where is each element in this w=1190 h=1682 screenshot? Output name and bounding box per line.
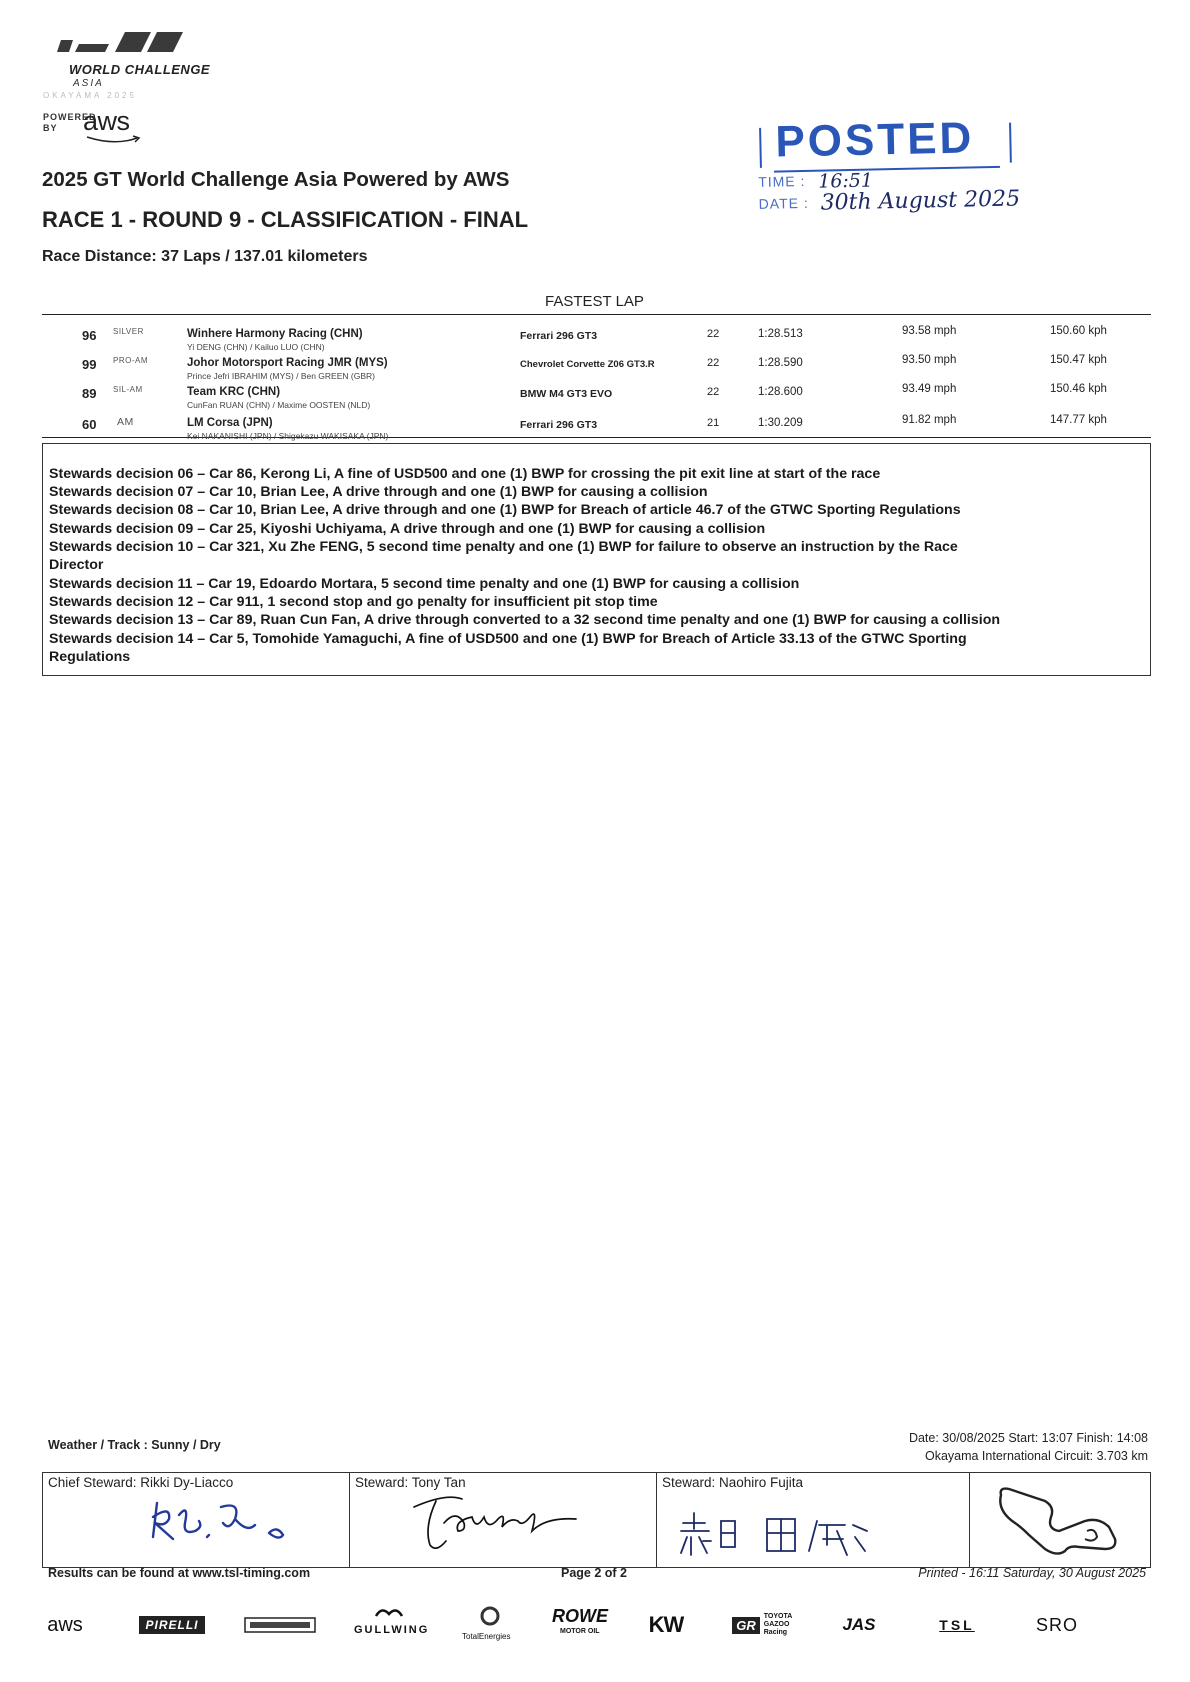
speed-mph: 93.58 mph	[902, 325, 957, 337]
chief-steward-signature	[143, 1493, 293, 1553]
car-number: 89	[82, 386, 97, 401]
sponsor-totalenergies-logo: TotalEnergies	[454, 1600, 526, 1650]
lap-number: 22	[707, 357, 720, 369]
sponsor-stripe-logo	[242, 1600, 318, 1650]
sponsor-jas-logo: JAS	[842, 1615, 876, 1634]
stewards-decision: Stewards decision 13 – Car 89, Ruan Cun Fan, A drive through converted to a 32 second time penalty and one (1) BWP for causing a collision	[49, 612, 1001, 628]
stamp-date-label: DATE :	[758, 194, 809, 212]
fastest-lap-top-rule	[42, 314, 1151, 315]
lap-number: 22	[707, 328, 720, 340]
speed-kph: 150.46 kph	[1050, 383, 1107, 395]
page-number: Page 2 of 2	[561, 1566, 627, 1580]
fastest-lap-row	[0, 414, 1190, 444]
stewards-decision: Stewards decision 07 – Car 10, Brian Lee, A drive through and one (1) BWP for causing a collision	[49, 484, 708, 500]
logo-region: ASIA	[73, 78, 104, 89]
sponsor-gr-logo: GR TOYOTA GAZOO Racing	[726, 1600, 810, 1650]
stewards-decision: Stewards decision 14 – Car 5, Tomohide Yamaguchi, A fine of USD500 and one (1) BWP for Breach of Article 33.13 of the GTWC Sporting	[49, 631, 967, 647]
car-number: 60	[82, 417, 97, 432]
stewards-decisions-box	[42, 443, 1151, 676]
car-model: Ferrari 296 GT3	[520, 419, 598, 431]
sponsor-gullwing-logo: GULLWING	[348, 1600, 430, 1650]
aws-smile-icon	[85, 134, 145, 146]
sponsor-bar	[40, 1600, 1160, 1650]
team-name: Team KRC (CHN)	[187, 386, 281, 398]
driver-names: Prince Jefri IBRAHIM (MYS) / Ben GREEN (GBR)	[187, 371, 375, 381]
sponsor-aws-logo: aws	[47, 1613, 83, 1636]
fastest-lap-row	[0, 325, 1190, 355]
speed-kph: 147.77 kph	[1050, 414, 1107, 426]
stewards-decision: Stewards decision 12 – Car 911, 1 second stop and go penalty for insufficient pit stop time	[49, 594, 658, 610]
steward-cell	[350, 1473, 657, 1567]
car-model: Chevrolet Corvette Z06 GT3.R	[520, 359, 655, 370]
session-title: RACE 1 - ROUND 9 - CLASSIFICATION - FINAL	[42, 207, 529, 232]
team-name: Johor Motorsport Racing JMR (MYS)	[187, 357, 388, 369]
car-model: Ferrari 296 GT3	[520, 330, 598, 342]
logo-name: WORLD CHALLENGE	[69, 62, 211, 77]
driver-names: Yi DENG (CHN) / Kailuo LUO (CHN)	[187, 342, 325, 352]
circuit-map-icon	[987, 1481, 1137, 1559]
lap-time: 1:30.209	[758, 417, 803, 429]
car-class: SILVER	[113, 327, 144, 336]
car-number: 96	[82, 328, 97, 343]
signature-table	[42, 1472, 1151, 1568]
steward-signature	[406, 1487, 586, 1559]
driver-names: CunFan RUAN (CHN) / Maxime OOSTEN (NLD)	[187, 400, 371, 410]
steward-cell	[657, 1473, 970, 1567]
circuit-info: Okayama International Circuit: 3.703 km	[924, 1449, 1148, 1463]
fastest-lap-row	[0, 354, 1190, 384]
lap-time: 1:28.590	[758, 357, 803, 369]
lap-time: 1:28.600	[758, 386, 803, 398]
stamp-time-label: TIME :	[758, 172, 806, 190]
powered-by-label: POWERED BY	[43, 112, 97, 133]
sponsor-tsl-logo: TSL	[939, 1617, 975, 1633]
stewards-decision: Stewards decision 06 – Car 86, Kerong Li, A fine of USD500 and one (1) BWP for crossing the pit exit line at start of the race	[49, 466, 881, 482]
posted-stamp	[753, 112, 1041, 228]
car-class: PRO-AM	[113, 356, 148, 365]
speed-mph: 91.82 mph	[902, 414, 957, 426]
driver-names: Kei NAKANISHI (JPN) / Shigekazu WAKISAKA (JPN)	[187, 431, 389, 441]
printed-timestamp: Printed - 16:11 Saturday, 30 August 2025	[918, 1566, 1146, 1580]
stewards-decision: Stewards decision 09 – Car 25, Kiyoshi Uchiyama, A drive through and one (1) BWP for causing a collision	[49, 521, 766, 537]
race-distance: Race Distance: 37 Laps / 137.01 kilometers	[42, 248, 368, 265]
stamp-time-value: 16:51	[817, 169, 874, 193]
weather-track: Weather / Track : Sunny / Dry	[48, 1438, 221, 1452]
steward-signature	[677, 1507, 877, 1559]
results-link: Results can be found at www.tsl-timing.com	[48, 1566, 311, 1580]
speed-mph: 93.49 mph	[902, 383, 957, 395]
sponsor-rowe-logo: ROWE MOTOR OIL	[552, 1606, 608, 1635]
stewards-decision-continued: Director	[49, 557, 104, 573]
stamp-date-value: 30th August 2025	[820, 186, 1021, 216]
date-start-finish: Date: 30/08/2025 Start: 13:07 Finish: 14:08	[908, 1431, 1148, 1445]
gt-stripes-icon	[55, 30, 190, 60]
speed-kph: 150.47 kph	[1050, 354, 1107, 366]
stamp-word: POSTED	[774, 113, 975, 167]
stewards-decision: Stewards decision 10 – Car 321, Xu Zhe FENG, 5 second time penalty and one (1) BWP for failure to observe an instruction by the Race	[49, 539, 958, 555]
powered-brand: aws	[83, 106, 130, 136]
lap-time: 1:28.513	[758, 328, 803, 340]
chief-steward-label: Chief Steward: Rikki Dy-Liacco	[48, 1475, 234, 1490]
lap-number: 21	[707, 417, 720, 429]
car-class: AM	[117, 416, 134, 428]
lap-number: 22	[707, 386, 720, 398]
fastest-lap-row	[0, 383, 1190, 413]
car-class: SIL-AM	[113, 385, 143, 394]
stewards-decision: Stewards decision 08 – Car 10, Brian Lee, A drive through and one (1) BWP for Breach of article 46.7 of the GTWC Sporting Regulations	[49, 502, 961, 518]
chief-steward-cell	[43, 1473, 350, 1567]
car-number: 99	[82, 357, 97, 372]
sponsor-sro-logo: SRO	[1035, 1614, 1078, 1635]
stewards-decision: Stewards decision 11 – Car 19, Edoardo Mortara, 5 second time penalty and one (1) BWP for causing a collision	[49, 576, 800, 592]
speed-mph: 93.50 mph	[902, 354, 957, 366]
logo-venue: OKAYAMA 2025	[43, 91, 137, 100]
speed-kph: 150.60 kph	[1050, 325, 1107, 337]
series-title: 2025 GT World Challenge Asia Powered by AWS	[42, 168, 510, 191]
team-name: Winhere Harmony Racing (CHN)	[187, 328, 363, 340]
car-model: BMW M4 GT3 EVO	[520, 388, 613, 400]
team-name: LM Corsa (JPN)	[187, 417, 273, 429]
steward-label: Steward: Naohiro Fujita	[662, 1475, 804, 1490]
sponsor-pirelli-logo: PIRELLI	[132, 1600, 212, 1650]
fastest-lap-title: FASTEST LAP	[545, 293, 644, 310]
sponsor-kw-logo: KW	[648, 1612, 684, 1637]
stewards-decision-continued: Regulations	[49, 649, 131, 665]
steward-label: Steward: Tony Tan	[355, 1475, 466, 1490]
